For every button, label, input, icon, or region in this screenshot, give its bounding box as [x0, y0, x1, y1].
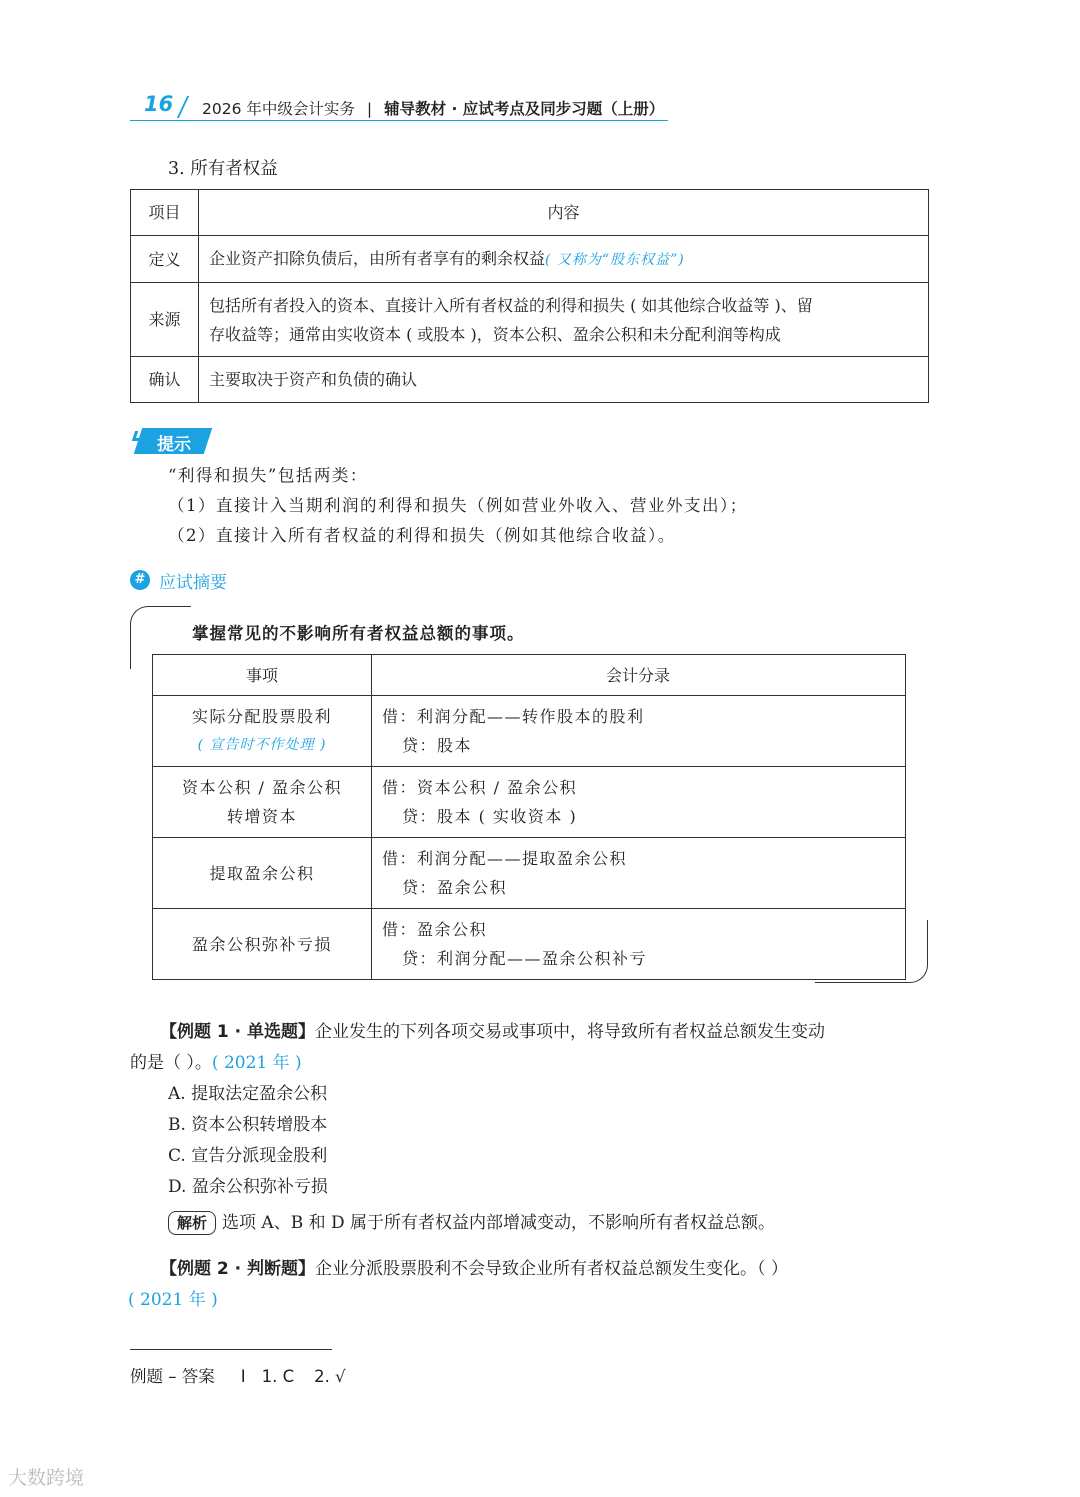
summary-table	[152, 654, 906, 980]
table-row	[153, 696, 906, 767]
page-number: 16	[144, 92, 174, 116]
row-entry	[372, 838, 906, 909]
table-header-row	[153, 655, 906, 696]
analysis-text: 选项 A、B 和 D 属于所有者权益内部增减变动，不影响所有者权益总额。	[222, 1213, 776, 1233]
credit-line: 贷：股本 ( 实收资本 )	[402, 807, 578, 826]
debit-line: 借：利润分配——提取盈余公积	[382, 849, 628, 868]
lightning-icon: ϟ	[130, 429, 145, 454]
section-heading: 3. 所有者权益	[168, 159, 278, 179]
equity-table	[130, 189, 929, 403]
hash-icon: #	[130, 570, 150, 590]
example1-question-cont	[130, 1048, 302, 1073]
header-content: 内容	[199, 190, 929, 236]
example1-analysis	[168, 1208, 775, 1235]
credit-line: 贷：盈余公积	[402, 878, 508, 897]
answers-label: 例题 – 答案	[130, 1367, 215, 1386]
example1-option-c: C. 宣告分派现金股利	[168, 1146, 328, 1166]
debit-line: 借：资本公积 / 盈余公积	[382, 778, 578, 797]
row-matter: 盈余公积弥补亏损	[153, 909, 372, 980]
matter-text: 实际分配股票股利	[191, 707, 332, 726]
table-row	[131, 236, 929, 283]
row-matter	[153, 696, 372, 767]
exam-summary-intro: 掌握常见的不影响所有者权益总额的事项。	[192, 624, 525, 643]
analysis-badge: 解析	[168, 1211, 216, 1235]
table-row	[153, 909, 906, 980]
watermark-logo	[8, 1463, 84, 1490]
answers-bar: I	[240, 1367, 246, 1386]
example1-question-line1: 企业发生的下列各项交易或事项中，将导致所有者权益总额发生变动	[315, 1022, 826, 1042]
header-rule	[130, 120, 668, 121]
watermark-text: 大数跨境	[8, 1467, 85, 1489]
example1-option-a: A. 提取法定盈余公积	[168, 1084, 328, 1104]
example2-question-text: 企业分派股票股利不会导致企业所有者权益总额发生变化。（ ）	[315, 1259, 788, 1279]
example1-year: ( 2021 年 )	[211, 1053, 302, 1073]
tip-line-2: （1）直接计入当期利润的利得和损失（例如营业外收入、营业外支出）；	[168, 496, 748, 515]
matter-text-2: 转增资本	[226, 807, 297, 826]
definition-note: ( 又称为“股东权益”)	[545, 251, 685, 268]
example2-label: 【例题 2 · 判断题】	[160, 1259, 316, 1279]
row-item: 确认	[131, 357, 199, 403]
table-row	[153, 767, 906, 838]
header-item: 项目	[131, 190, 199, 236]
matter-text: 资本公积 / 盈余公积	[181, 778, 343, 797]
source-line-1: 包括所有者投入的资本、直接计入所有者权益的利得和损失 ( 如其他综合收益等 )、留	[209, 295, 813, 315]
exam-summary-title: 应试摘要	[159, 573, 227, 593]
answer-1: 1. C	[261, 1367, 295, 1386]
row-entry	[372, 909, 906, 980]
table-row	[153, 838, 906, 909]
example2-year: ( 2021 年 )	[128, 1290, 218, 1310]
book-title: 2026 年中级会计实务	[202, 100, 355, 118]
example1-option-d: D. 盈余公积弥补亏损	[168, 1177, 328, 1197]
example1-option-b: B. 资本公积转增股本	[168, 1115, 328, 1135]
tip-badge	[130, 428, 208, 454]
row-matter	[153, 767, 372, 838]
source-line-2: 存收益等；通常由实收资本 ( 或股本 )，资本公积、盈余公积和未分配利润等构成	[209, 324, 781, 344]
example1-label: 【例题 1 · 单选题】	[160, 1022, 316, 1042]
debit-line: 借：盈余公积	[382, 920, 488, 939]
header-title	[202, 97, 664, 119]
row-entry	[372, 767, 906, 838]
header-matter: 事项	[153, 655, 372, 696]
example1-question-line2: 的是（ ）。	[130, 1053, 212, 1073]
answers-line	[130, 1363, 366, 1387]
header-entry: 会计分录	[372, 655, 906, 696]
table-row	[131, 283, 929, 357]
tip-label: 提示	[157, 435, 191, 455]
answer-2: 2. √	[314, 1367, 346, 1386]
header-slash	[177, 96, 189, 118]
page-header	[130, 92, 670, 122]
row-matter: 提取盈余公积	[153, 838, 372, 909]
row-item: 来源	[131, 283, 199, 357]
row-item: 定义	[131, 236, 199, 283]
table-row	[131, 357, 929, 403]
row-content: 主要取决于资产和负债的确认	[199, 357, 929, 403]
book-subtitle: 辅导教材 · 应试考点及同步习题（上册）	[384, 100, 665, 118]
debit-line: 借：利润分配——转作股本的股利	[382, 707, 645, 726]
footnote-rule	[130, 1349, 332, 1350]
credit-line: 贷：利润分配——盈余公积补亏	[402, 949, 648, 968]
tip-line-3: （2）直接计入所有者权益的利得和损失（例如其他综合收益）。	[168, 526, 676, 545]
table-header-row	[131, 190, 929, 236]
row-content	[199, 236, 929, 283]
example1-question	[160, 1017, 825, 1042]
matter-note: ( 宣告时不作处理 )	[197, 737, 327, 753]
header-separator: |	[366, 100, 373, 118]
definition-text: 企业资产扣除负债后，由所有者享有的剩余权益	[209, 248, 546, 268]
row-content	[199, 283, 929, 357]
row-entry	[372, 696, 906, 767]
credit-line: 贷：股本	[402, 736, 473, 755]
tip-line-1: “利得和损失”包括两类：	[168, 466, 368, 485]
example2-question	[160, 1254, 788, 1279]
